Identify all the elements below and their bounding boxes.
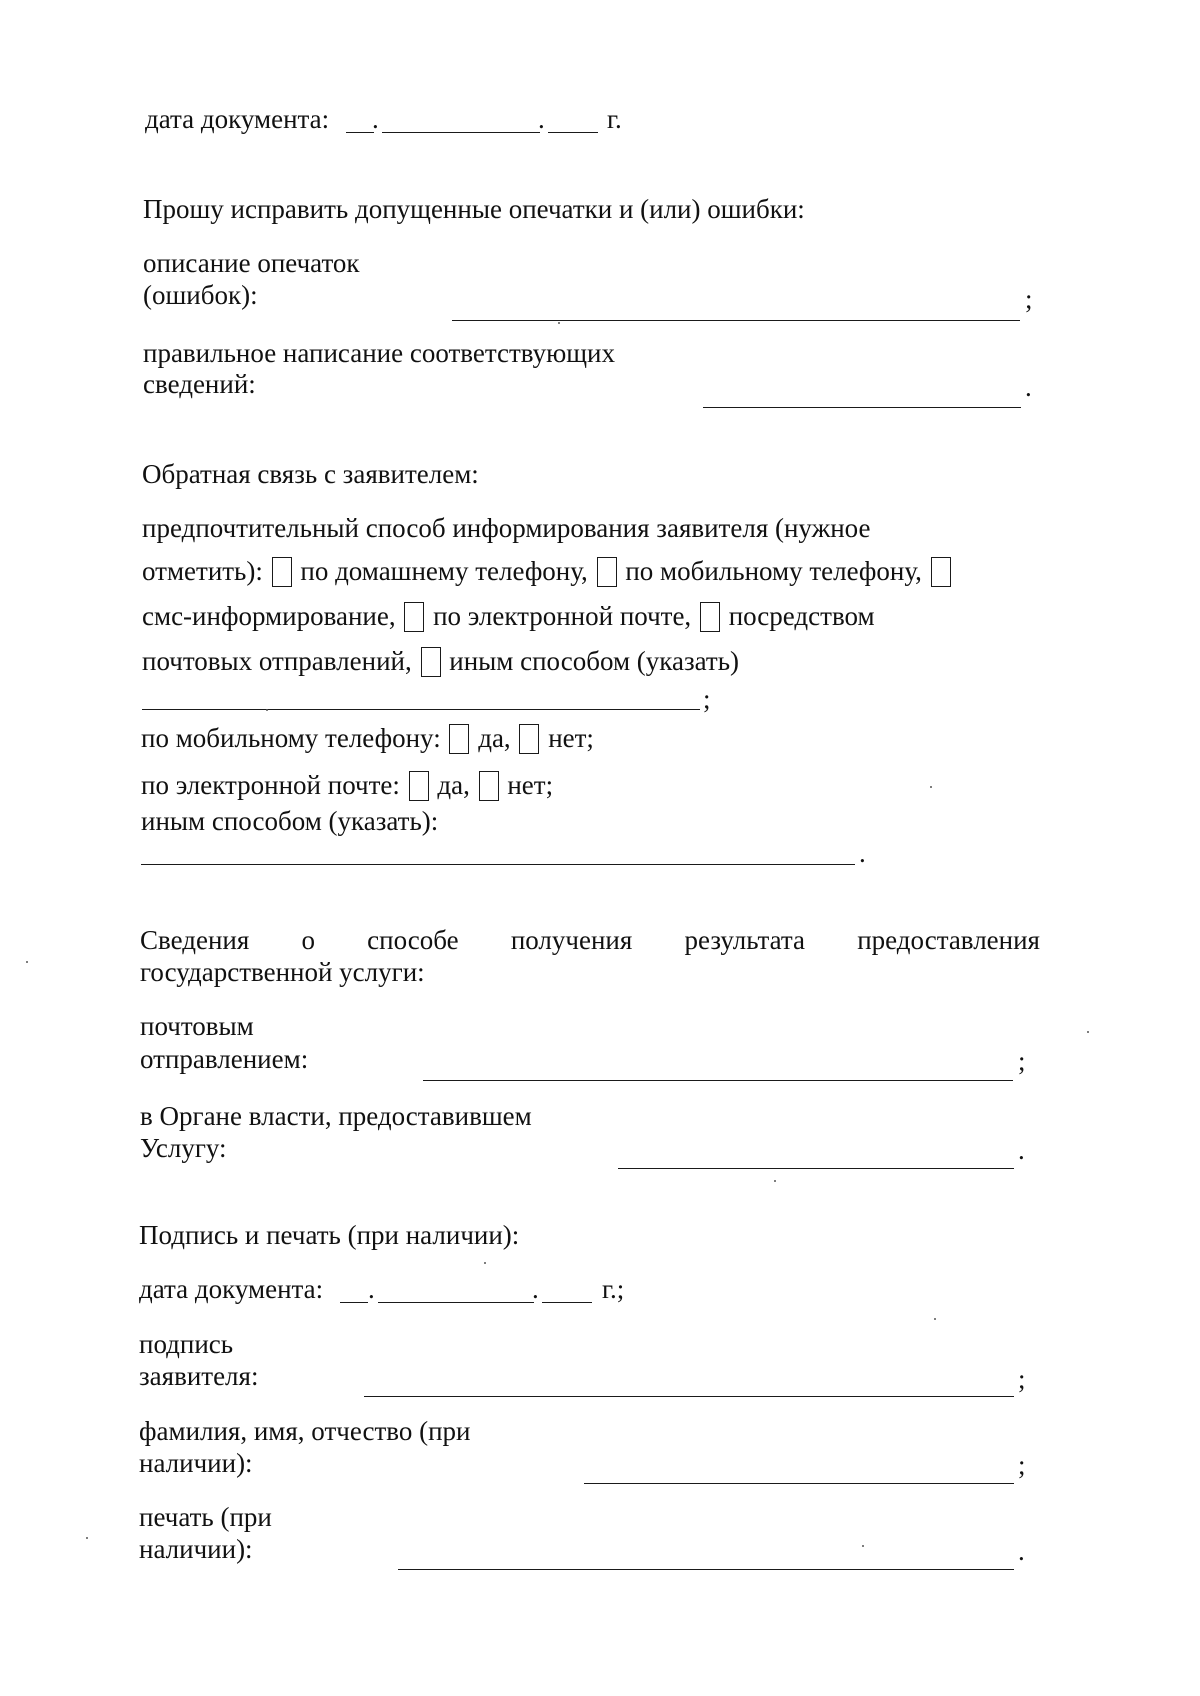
email-no-label: нет; <box>507 770 554 800</box>
mobile-phone-option-label: по мобильному телефону, <box>625 556 922 586</box>
date-label-bottom: дата документа: <box>139 1274 324 1304</box>
typo-description-field[interactable] <box>452 320 1020 321</box>
other-method-specify-field[interactable] <box>141 864 855 865</box>
mobile-consent-label: по мобильному телефону: <box>141 723 441 753</box>
result-heading-word: получения <box>510 925 633 955</box>
other-method-field[interactable] <box>142 709 700 710</box>
date-day-field-bottom[interactable] <box>340 1302 368 1303</box>
signature-label-1: подпись <box>139 1329 234 1359</box>
signature-field[interactable] <box>364 1396 1014 1397</box>
date-year-suffix-top: г. <box>607 104 622 134</box>
result-heading-word: способе <box>367 925 459 955</box>
preference-prefix: отметить): <box>142 556 263 586</box>
postal-delivery-field[interactable] <box>423 1080 1013 1081</box>
preference-line-2 <box>142 557 953 587</box>
home-phone-checkbox[interactable] <box>272 557 292 587</box>
mobile-yes-checkbox[interactable] <box>449 724 469 754</box>
scan-speck <box>484 1262 486 1264</box>
scan-speck <box>26 961 28 963</box>
stamp-label-1: печать (при <box>139 1502 272 1532</box>
postal-delivery-label-1: почтовым <box>140 1011 254 1041</box>
typo-label-line-1: описание опечаток <box>143 248 360 278</box>
typo-label-line-2: (ошибок): <box>143 280 258 310</box>
date-year-suffix-bottom: г.; <box>602 1274 625 1304</box>
correction-heading: Прошу исправить допущенные опечатки и (или) ошибки: <box>143 194 805 224</box>
correct-end-mark: . <box>1025 372 1032 402</box>
scan-speck <box>1087 1031 1089 1033</box>
scan-speck <box>558 322 560 324</box>
scan-speck <box>266 709 268 711</box>
stamp-label-2: наличии): <box>139 1534 253 1564</box>
other-method-checkbox[interactable] <box>421 647 441 677</box>
correct-info-field[interactable] <box>703 407 1021 408</box>
home-phone-option-label: по домашнему телефону, <box>300 556 588 586</box>
other-method-option-label: иным способом (указать) <box>449 646 740 676</box>
mobile-consent-row <box>141 724 594 754</box>
date-year-field-top[interactable] <box>548 132 598 133</box>
result-heading-word: результата <box>684 925 806 955</box>
email-yes-label: да, <box>437 770 470 800</box>
email-option-label: по электронной почте, <box>433 601 692 631</box>
postal-checkbox[interactable] <box>700 602 720 632</box>
date-dot-2-bottom: . <box>532 1274 539 1304</box>
stamp-end-mark: . <box>1018 1536 1025 1566</box>
office-delivery-label-1: в Органе власти, предоставившем <box>140 1101 532 1131</box>
result-heading-word: предоставления <box>857 925 1040 955</box>
correct-label-line-2: сведений: <box>143 369 256 399</box>
date-month-field-bottom[interactable] <box>378 1302 534 1303</box>
preference-line-1: предпочтительный способ информирования заявителя (нужное <box>142 513 871 543</box>
signature-label-2: заявителя: <box>139 1361 259 1391</box>
postal-option-label-2: почтовых отправлений, <box>142 646 412 676</box>
result-heading-word: Сведения <box>140 925 250 955</box>
full-name-field[interactable] <box>584 1483 1014 1484</box>
scan-speck <box>86 1537 88 1539</box>
other-method-end-mark: ; <box>703 684 711 714</box>
email-consent-row <box>141 771 553 801</box>
date-dot-1-top: . <box>372 104 379 134</box>
email-no-checkbox[interactable] <box>479 771 499 801</box>
mobile-yes-label: да, <box>478 723 511 753</box>
signature-heading: Подпись и печать (при наличии): <box>139 1220 520 1250</box>
sms-option-label: смс-информирование, <box>142 601 396 631</box>
office-delivery-field[interactable] <box>618 1168 1014 1169</box>
email-consent-label: по электронной почте: <box>141 770 400 800</box>
date-day-field-top[interactable] <box>346 132 374 133</box>
preference-line-4 <box>142 647 739 677</box>
postal-delivery-label-2: отправлением: <box>140 1044 309 1074</box>
result-heading-line-1 <box>140 927 1040 954</box>
mobile-no-checkbox[interactable] <box>519 724 539 754</box>
date-month-field-top[interactable] <box>382 132 540 133</box>
preference-line-3 <box>142 602 875 632</box>
other-specify-end-mark: . <box>859 838 866 868</box>
date-label-top: дата документа: <box>145 104 330 134</box>
full-name-label-2: наличии): <box>139 1448 253 1478</box>
full-name-end-mark: ; <box>1018 1450 1026 1480</box>
signature-end-mark: ; <box>1018 1364 1026 1394</box>
full-name-label-1: фамилия, имя, отчество (при <box>139 1416 471 1446</box>
postal-option-label-1: посредством <box>728 601 875 631</box>
scan-speck <box>862 1545 864 1547</box>
postal-delivery-end-mark: ; <box>1018 1046 1026 1076</box>
mobile-phone-checkbox[interactable] <box>597 557 617 587</box>
office-delivery-end-mark: . <box>1018 1135 1025 1165</box>
stamp-field[interactable] <box>398 1569 1014 1570</box>
scan-speck <box>774 1180 776 1182</box>
sms-checkbox[interactable] <box>931 557 951 587</box>
other-method-specify-label: иным способом (указать): <box>141 806 439 836</box>
result-heading-word: о <box>301 925 315 955</box>
date-dot-2-top: . <box>538 104 545 134</box>
correct-label-line-1: правильное написание соответствующих <box>143 338 615 368</box>
office-delivery-label-2: Услугу: <box>140 1133 227 1163</box>
result-heading-line-2: государственной услуги: <box>140 957 425 987</box>
typo-end-mark: ; <box>1025 284 1033 314</box>
email-yes-checkbox[interactable] <box>409 771 429 801</box>
date-dot-1-bottom: . <box>368 1274 375 1304</box>
feedback-heading: Обратная связь с заявителем: <box>142 459 479 489</box>
mobile-no-label: нет; <box>548 723 594 753</box>
email-checkbox[interactable] <box>404 602 424 632</box>
scan-speck <box>934 1318 936 1320</box>
date-year-field-bottom[interactable] <box>542 1302 592 1303</box>
scan-speck <box>930 786 932 788</box>
